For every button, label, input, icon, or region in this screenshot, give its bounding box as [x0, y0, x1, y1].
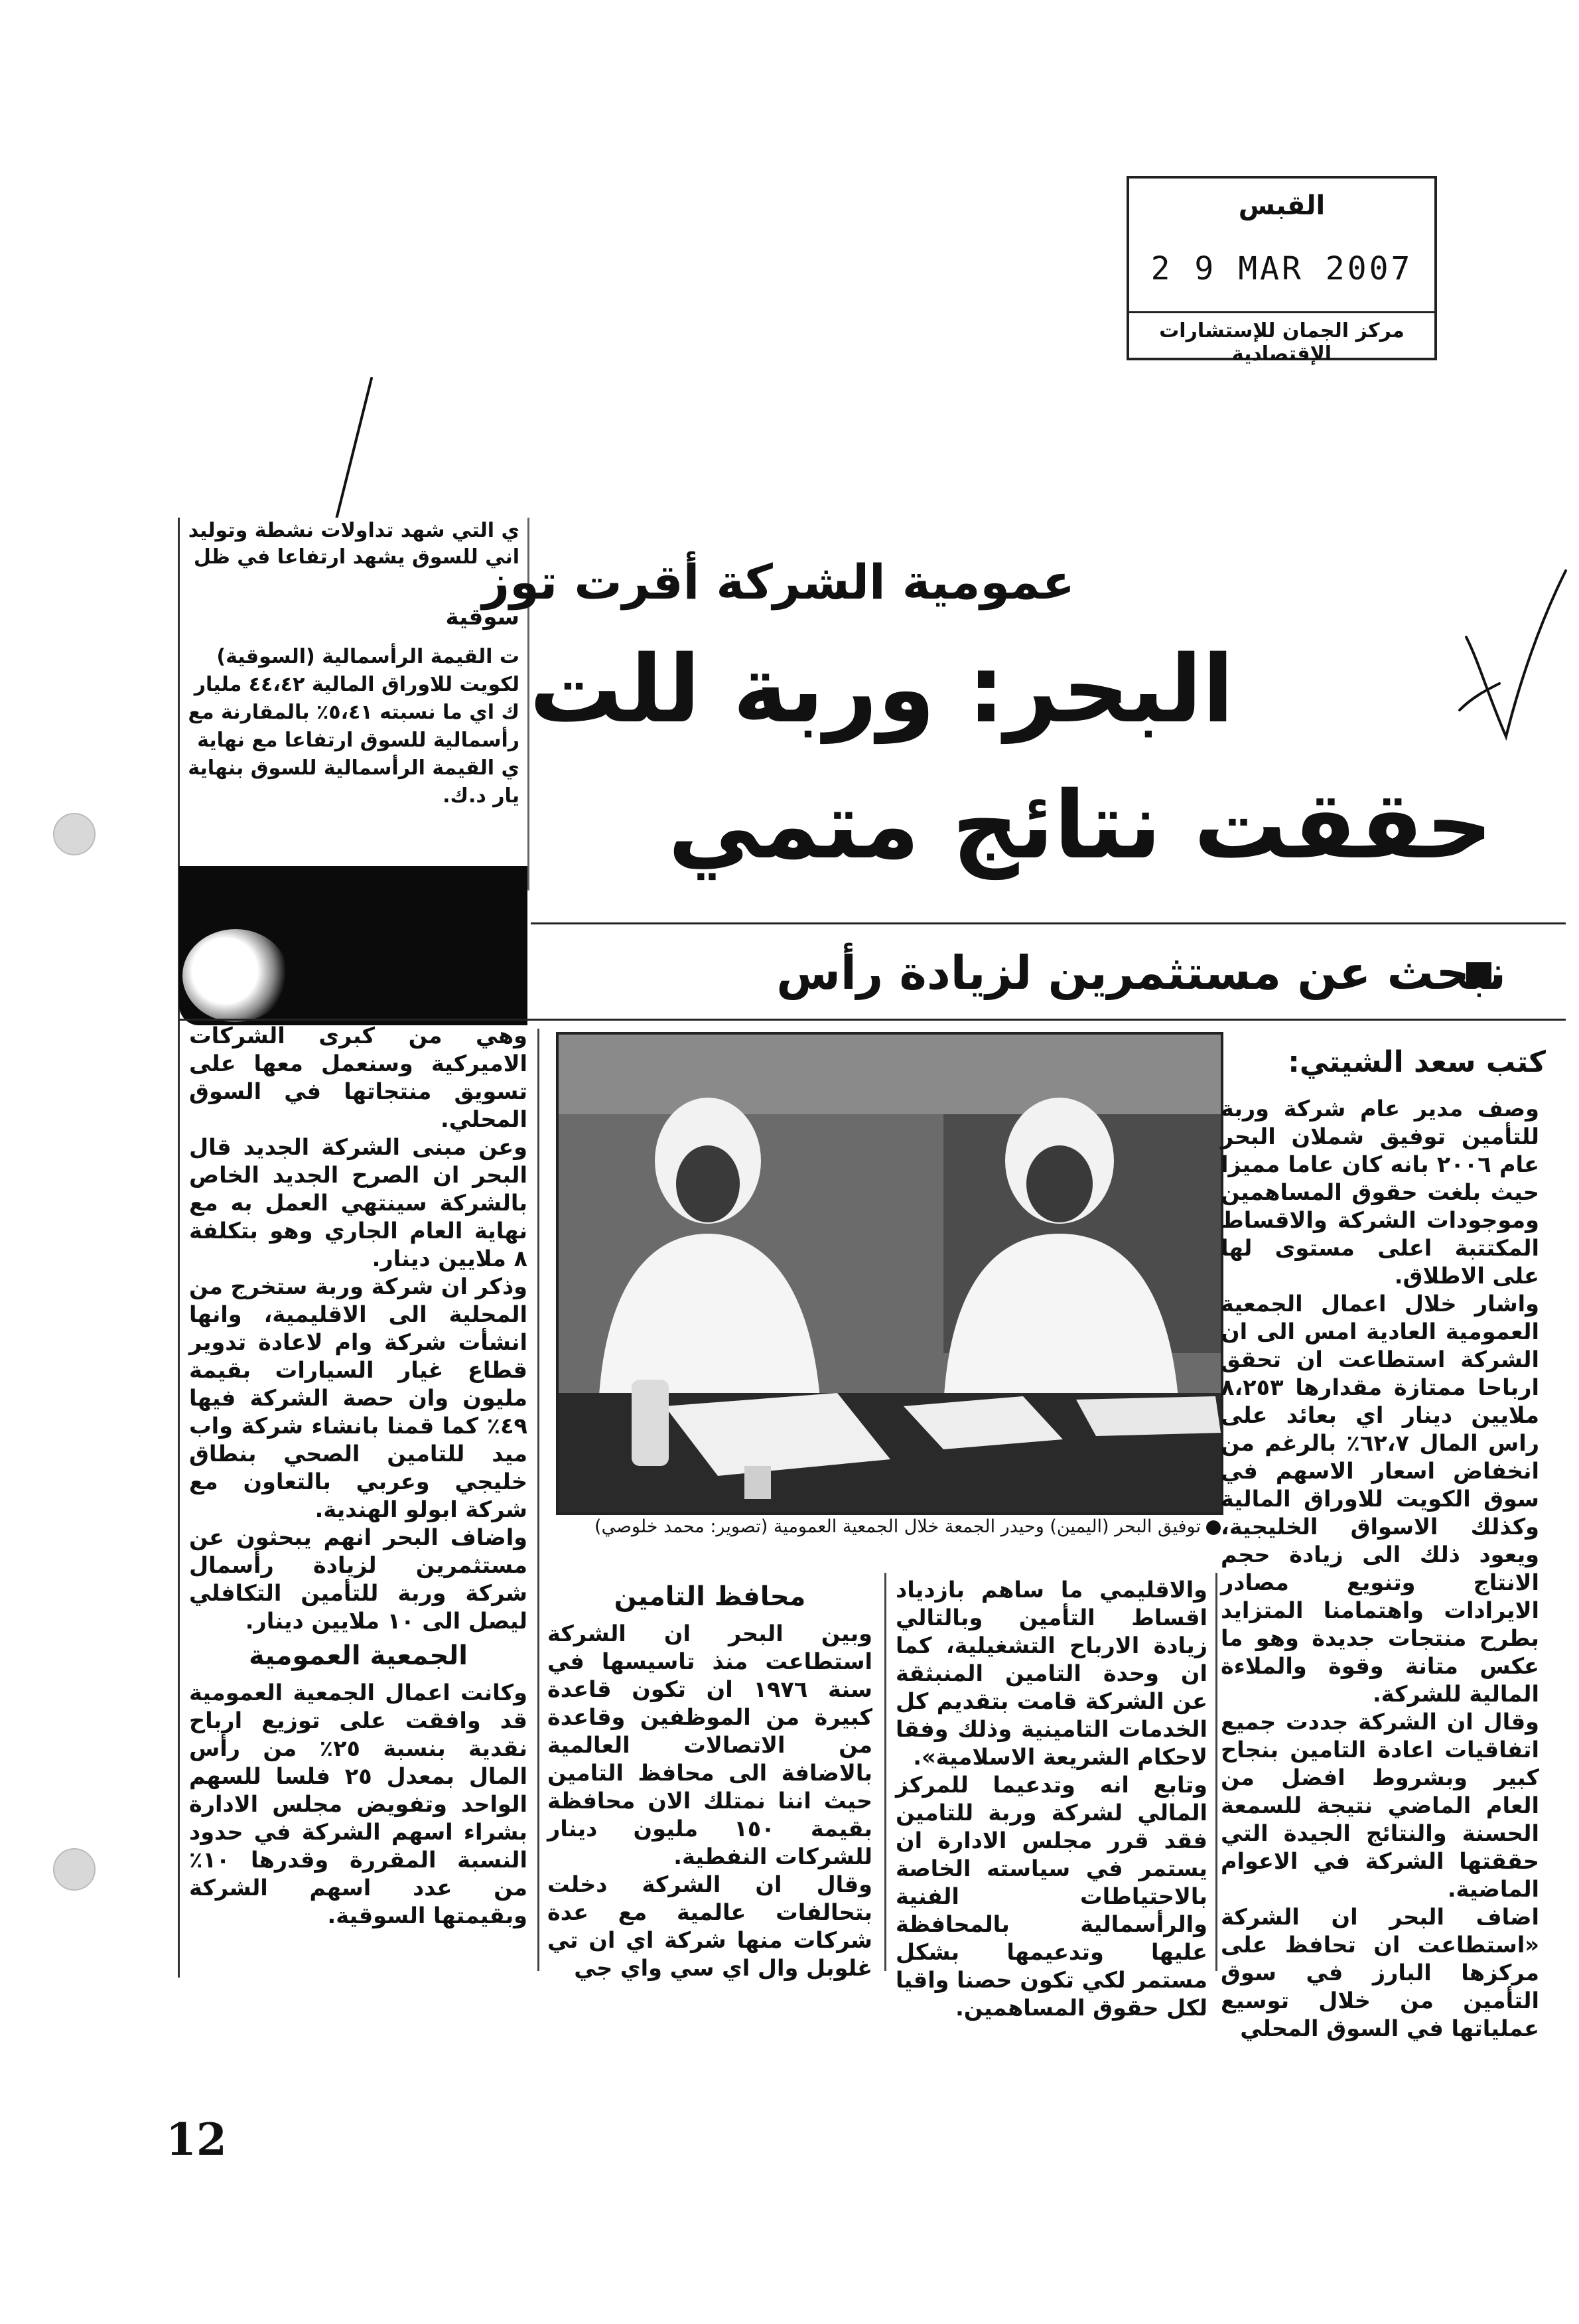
caption-bullet-icon — [1206, 1520, 1221, 1535]
article-photo — [556, 1032, 1223, 1515]
article-column-2 — [896, 1576, 1207, 2021]
paragraph: اضاف البحر ان الشركة «استطاعت ان تحافظ على مركزها البارز في سوق التأمين من خلال توسيع عملياتها في السوق المحلي — [1221, 1904, 1539, 2041]
column-rule — [537, 1029, 539, 1971]
stamp-logo: القبس — [1238, 190, 1326, 221]
snippet-line: ك اي ما نسبته ٥،٤١٪ بالمقارنة مع — [188, 701, 519, 724]
paragraph: وعن مبنى الشركة الجديد قال البحر ان الصرح الجديد الخاص بالشركة سينتهي العمل به مع نهاية العام الجاري وهو بتكلفة ٨ ملايين دينار. — [189, 1134, 527, 1271]
article-subhead: نبحث عن مستثمرين لزيادة رأس — [776, 946, 1506, 1000]
article-byline: كتب سعد الشيتي: — [1288, 1045, 1546, 1079]
article-column-1 — [1221, 1095, 1539, 2041]
snippet-line: ي التي شهد تداولات نشطة وتوليد — [188, 519, 519, 542]
paragraph: والاقليمي ما ساهم بازدياد اقساط التأمين وبالتالي زيادة الارباح التشغيلية، كما ان وحدة التامين المنبثقة عن الشركة قامت بتقديم كل الخدمات التامينية وذلك وفقا لاحكام الشريعة الاسلامية». — [896, 1577, 1207, 1770]
paragraph: واشار خلال اعمال الجمعية العمومية العادية امس الى ان الشركة استطاعت ان تحقق ارباحا ممتازة مقدارها ٨،٢٥٣ ملايين دينار اي بعائد على راس المال ٦٢،٧٪ بالرغم من انخفاض اسعار الاسهم في سوق الكويت للاوراق المالية وكذلك الاسواق الخليجية، ويعود ذلك الى زيادة حجم الانتاج وتنويع مصادر الايرادات واهتمامنا المتزايد بطرح منتجات جديدة وهو ما عكس متانة وقوة والملاءة المالية للشركة. — [1221, 1291, 1539, 1707]
snippet-line: سوقية — [445, 604, 519, 630]
column-rule — [884, 1573, 886, 1971]
snippet-line: يار د.ك. — [443, 784, 519, 808]
snippet-line: ي القيمة الرأسمالية للسوق بنهاية — [188, 757, 519, 780]
stamp-divider — [1129, 311, 1434, 313]
paragraph: وصف مدير عام شركة وربة للتأمين توفيق شملان البحر عام ٢٠٠٦ بانه كان عاما مميزا حيث بلغت حقوق المساهمين وموجودات الشركة والاقساط المكتتبة اعلى مستوى لها على الاطلاق. — [1221, 1096, 1539, 1289]
page-number: 12 — [166, 2114, 227, 2165]
paragraph: وتابع انه وتدعيما للمركز المالي لشركة وربة للتامين فقد قرر مجلس الادارة ان يستمر في سياسته الخاصة بالاحتياطات الفنية والرأسمالية بالمحافظة عليها وتدعيمها بشكل مستمر لكي تكون حصنا واقيا لكل حقوق المساهمين. — [896, 1772, 1207, 2021]
photo-caption: توفيق البحر (اليمين) وحيدر الجمعة خلال الجمعية العمومية (تصوير: محمد خلوصي) — [594, 1516, 1201, 1537]
article-column-4 — [189, 1022, 527, 1964]
punch-hole-bottom — [53, 1848, 96, 1891]
column-rule — [1215, 1573, 1217, 1971]
paragraph: واضاف البحر انهم يبحثون عن مستثمرين لزيادة رأسمال شركة وربة للتأمين التكافلي ليصل الى ١٠ ملايين دينار. — [189, 1524, 527, 1634]
subhead-bottom-rule — [179, 1019, 1566, 1021]
handwritten-check-mark — [1446, 557, 1579, 757]
headline-line-1: البحر: وربة للت — [529, 636, 1234, 744]
section-heading: الجمعية العمومية — [248, 1640, 468, 1671]
headline-line-2: حققت نتائج متمي — [667, 772, 1493, 880]
paragraph: وهي من كبرى الشركات الاميركية وسنعمل معها على تسويق منتجاتها في السوق المحلي. — [189, 1023, 527, 1132]
paragraph: وبين البحر ان الشركة استطاعت منذ تاسيسها في سنة ١٩٧٦ ان تكون قاعدة كبيرة من الموظفين وقاعدة من الاتصالات العالمية بالاضافة الى محافظ التامين حيث اننا نمتلك الان محافظة بقيمة ١٥٠ مليون دينار للشركات النفطية. — [547, 1621, 872, 1869]
snippet-line: رأسمالية للسوق ارتفاعا مع نهاية — [197, 729, 519, 752]
image-fragment-highlight — [182, 929, 289, 1022]
article-kicker: عمومية الشركة أقرت توز — [482, 554, 1075, 610]
section-heading: محافظ التامين — [614, 1581, 806, 1612]
paragraph: وقال ان الشركة جددت جميع اتفاقيات اعادة التامين بنجاح كبير وبشروط افضل من العام الماضي نتيجة للسمعة الحسنة والنتائج الجيدة التي حققتها الشركة في الاعوام الماضية. — [1221, 1709, 1539, 1902]
punch-hole-top — [53, 813, 96, 855]
photo-illustration — [559, 1035, 1221, 1512]
paragraph: وكانت اعمال الجمعية العمومية قد وافقت على توزيع ارباح نقدية بنسبة ٢٥٪ من رأس المال بمعدل ٢٥ فلسا للسهم الواحد وتفويض مجلس الادارة بشراء اسهم الشركة في حدود النسبة المقررة وقدرها ١٠٪ من عدد اسهم الشركة وبقيمتها السوقية. — [189, 1680, 527, 1928]
pasted-snippet — [182, 518, 529, 891]
snippet-line: ت القيمة الرأسمالية (السوقية) — [216, 645, 519, 668]
photo-caption-row — [544, 1516, 1221, 1537]
stamp-date: 2 9 MAR 2007 — [1150, 250, 1413, 287]
article-column-3 — [547, 1576, 872, 1981]
snippet-line: لكويت للاوراق المالية ٤٤،٤٢ مليار — [194, 673, 519, 696]
paragraph: وذكر ان شركة وربة ستخرج من المحلية الى الاقليمية، وانها انشأت شركة وام لاعادة تدوير قطاع غيار السيارات بقيمة مليون وان حصة الشركة فيها ٤٩٪ كما قمنا بانشاء شركة واب ميد للتامين الصحي بنطاق خليجي وعربي بالتعاون مع شركة ابولو الهندية. — [189, 1273, 527, 1522]
subhead-top-rule — [531, 922, 1566, 924]
snippet-line: اني للسوق يشهد ارتفاعا في ظل — [193, 545, 519, 569]
paragraph: وقال ان الشركة دخلت بتحالفات عالمية مع عدة شركات منها شركة اي ان تي غلوبل وال اي سي واي جي — [547, 1871, 872, 1981]
newspaper-stamp — [1127, 176, 1437, 366]
stamp-center-name: مركز الجمان للإستشارات الإقتصادية — [1159, 319, 1405, 366]
